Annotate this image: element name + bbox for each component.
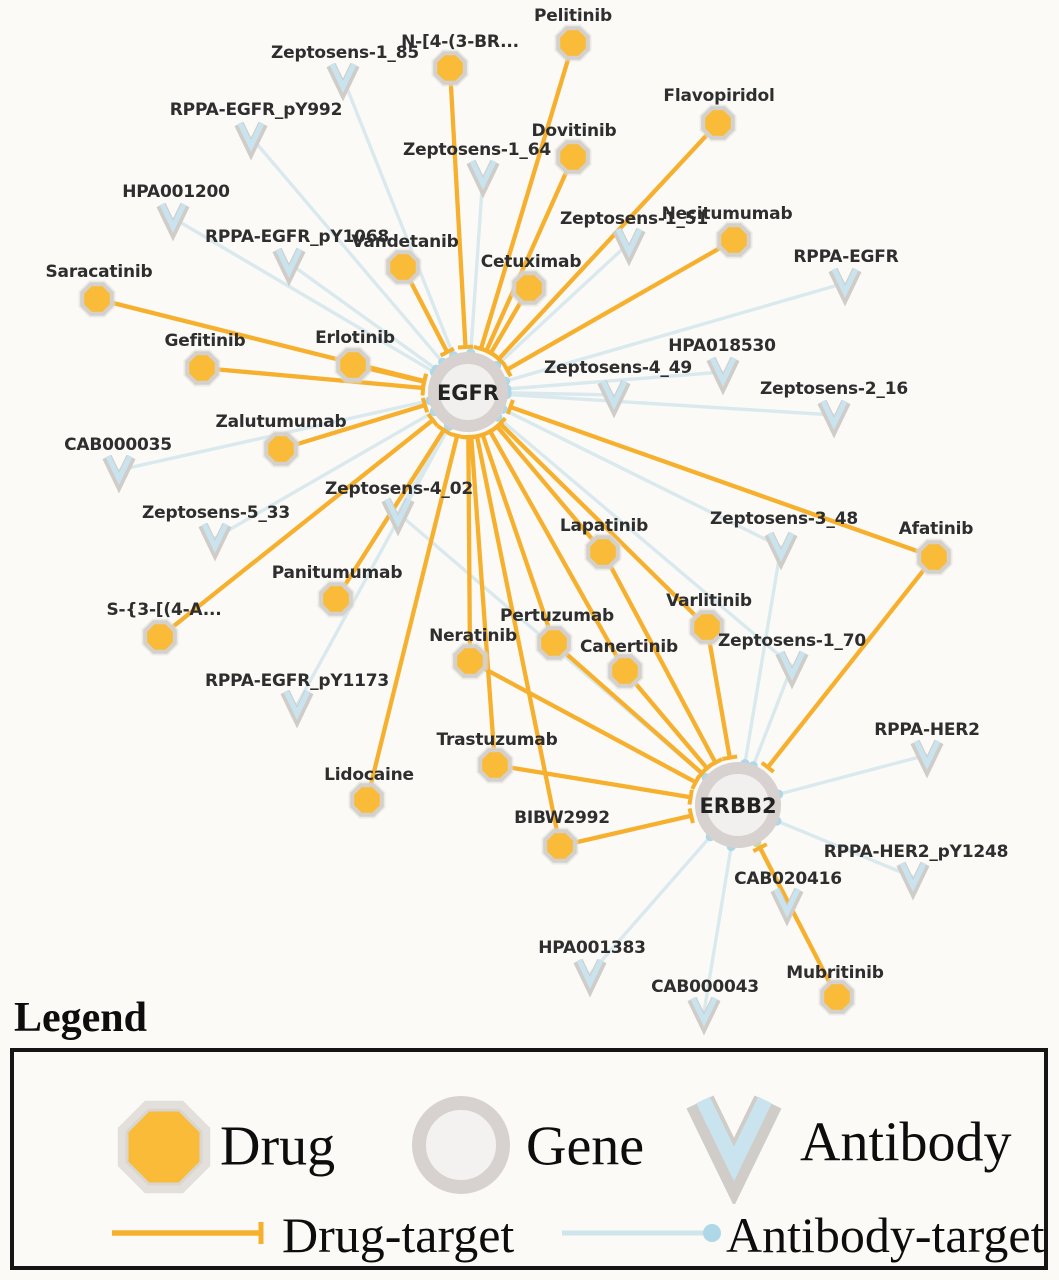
legend-gene-label: Gene — [526, 1115, 645, 1178]
antibody-label-hpa001200: HPA001200 — [122, 182, 230, 202]
drug-node-n-4-3-br[interactable] — [432, 50, 469, 87]
edge-tee — [690, 808, 693, 823]
octagon-icon — [321, 584, 351, 614]
drug-node-flavopiridol[interactable] — [700, 105, 737, 142]
drug-node-saracatinib[interactable] — [79, 281, 116, 318]
octagon-icon — [352, 785, 382, 815]
legend-antibody-target-label: Antibody-target — [726, 1206, 1045, 1263]
drug-label-flavopiridol: Flavopiridol — [663, 86, 775, 106]
edge-tee — [508, 400, 513, 414]
gene-circle-icon — [404, 1088, 519, 1203]
drug-label-mubritinib: Mubritinib — [786, 963, 884, 983]
octagon-icon — [480, 750, 510, 780]
edge-tee — [722, 756, 737, 759]
antibody-label-rppa-egfr: RPPA-EGFR — [793, 247, 899, 267]
drug-node-lapatinib[interactable] — [585, 534, 622, 571]
legend-antibody-label: Antibody — [800, 1111, 1012, 1174]
octagon-icon — [545, 831, 575, 861]
drug-node-gefitinib[interactable] — [184, 350, 221, 387]
legend-box — [10, 1048, 1048, 1270]
octagon-icon — [919, 542, 949, 572]
gene-node-erbb2[interactable] — [699, 768, 776, 842]
antibody-node-hpa001200[interactable] — [161, 204, 185, 230]
drug-node-lidocaine[interactable] — [349, 782, 386, 819]
antibody-node-rppa-egfr[interactable] — [833, 269, 857, 295]
octagon-icon — [514, 273, 544, 303]
antibody-label-hpa001383: HPA001383 — [538, 938, 646, 958]
drug-node-necitumumab[interactable] — [716, 222, 753, 259]
legend-drug-target-label: Drug-target — [282, 1206, 515, 1263]
edge-tee — [458, 347, 473, 348]
antibody-label-rppa-her2: RPPA-HER2 — [874, 720, 980, 740]
antibody-label-zeptosens-1-70: Zeptosens-1_70 — [718, 631, 866, 651]
antibody-target-edge-rppa-her2 — [779, 755, 927, 794]
octagon-icon — [719, 225, 749, 255]
drug-label-erlotinib: Erlotinib — [315, 328, 395, 348]
drug-node-zalutumumab[interactable] — [263, 431, 300, 468]
drug-label-neratinib: Neratinib — [429, 626, 517, 646]
drug-label-cetuximab: Cetuximab — [480, 252, 582, 272]
gene-label-erbb2: ERBB2 — [699, 794, 777, 818]
drug-label-zalutumumab: Zalutumumab — [215, 412, 347, 432]
octagon-icon — [266, 434, 296, 464]
antibody-label-rppa-her2-py1248: RPPA-HER2_pY1248 — [823, 842, 1009, 862]
drug-node-s-3-4-a[interactable] — [142, 619, 179, 656]
antibody-label-zeptosens-1-51: Zeptosens-1_51 — [560, 209, 708, 229]
gene-node-egfr[interactable] — [434, 358, 502, 426]
antibody-label-cab000043: CAB000043 — [651, 977, 759, 997]
antibody-label-hpa018530: HPA018530 — [668, 336, 776, 356]
octagon-icon — [187, 353, 217, 383]
antibody-node-rppa-her2[interactable] — [915, 741, 939, 767]
octagon-icon — [588, 537, 618, 567]
drug-node-trastuzumab[interactable] — [477, 747, 514, 784]
drug-node-vandetanib[interactable] — [385, 249, 422, 286]
antibody-label-rppa-egfr-py1173: RPPA-EGFR_pY1173 — [204, 671, 390, 691]
antibody-label-zeptosens-1-64: Zeptosens-1_64 — [403, 140, 551, 160]
drug-target-edge-n-4-3-br — [450, 68, 466, 347]
labels-layer — [46, 6, 1009, 997]
drug-label-panitumumab: Panitumumab — [271, 563, 403, 583]
edge-tee — [422, 374, 425, 389]
drug-node-canertinib[interactable] — [607, 653, 644, 690]
drug-label-pertuzumab: Pertuzumab — [500, 606, 614, 626]
octagon-icon — [539, 628, 569, 658]
edge-tee — [689, 790, 691, 805]
drug-label-s-3-4-a: S-{3-[(4-A... — [106, 600, 222, 620]
antibody-label-zeptosens-5-33: Zeptosens-5_33 — [142, 503, 290, 523]
drug-label-lidocaine: Lidocaine — [324, 765, 414, 785]
drug-label-lapatinib: Lapatinib — [559, 516, 649, 536]
drug-label-gefitinib: Gefitinib — [164, 331, 246, 351]
drug-label-pelitinib: Pelitinib — [534, 6, 612, 26]
drug-label-varlitinib: Varlitinib — [666, 591, 752, 611]
legend-title: Legend — [14, 995, 148, 1041]
octagon-icon — [145, 622, 175, 652]
antibody-label-zeptosens-2-16: Zeptosens-2_16 — [760, 379, 908, 399]
drug-label-saracatinib: Saracatinib — [45, 262, 153, 282]
drug-label-bibw2992: BIBW2992 — [514, 808, 610, 828]
antibody-label-rppa-egfr-py992: RPPA-EGFR_pY992 — [169, 100, 343, 120]
drug-node-erlotinib[interactable] — [335, 347, 372, 384]
antibody-label-zeptosens-1-85: Zeptosens-1_85 — [271, 43, 419, 63]
antibody-node-zeptosens-1-64[interactable] — [471, 161, 495, 187]
octagon-icon — [558, 142, 588, 172]
drug-node-neratinib[interactable] — [452, 643, 489, 680]
octagon-icon — [82, 284, 112, 314]
antibody-label-cab020416: CAB020416 — [734, 869, 842, 889]
drug-node-pertuzumab[interactable] — [536, 625, 573, 662]
drug-node-bibw2992[interactable] — [542, 828, 579, 865]
octagon-icon — [455, 646, 485, 676]
drug-node-mubritinib[interactable] — [819, 979, 856, 1016]
drug-label-canertinib: Canertinib — [579, 637, 679, 657]
drug-label-necitumumab: Necitumumab — [661, 204, 793, 224]
octagon-icon — [435, 53, 465, 83]
drug-target-edge-trastuzumab — [471, 437, 495, 765]
antibody-target-edge-icon — [559, 1220, 729, 1246]
legend-drug-label: Drug — [220, 1115, 336, 1178]
edge-tee — [450, 434, 465, 438]
antibody-label-cab000035: CAB000035 — [64, 435, 172, 455]
octagon-icon — [388, 252, 418, 282]
antibody-node-hpa018530[interactable] — [711, 358, 735, 384]
drug-label-dovitinib: Dovitinib — [531, 121, 617, 141]
octagon-icon — [558, 28, 588, 58]
antibody-label-zeptosens-4-02: Zeptosens-4_02 — [325, 479, 473, 499]
drug-node-panitumumab[interactable] — [318, 581, 355, 618]
drug-node-cetuximab[interactable] — [511, 270, 548, 307]
drug-target-edge-trastuzumab — [495, 765, 691, 797]
octagon-icon — [822, 982, 852, 1012]
octagon-icon — [610, 656, 640, 686]
antibody-node-zeptosens-1-85[interactable] — [331, 64, 355, 90]
antibody-label-rppa-egfr-py1068: RPPA-EGFR_pY1068 — [204, 227, 390, 247]
drug-label-n-4-3-br: N-[4-(3-BR... — [401, 32, 519, 52]
antibody-label-zeptosens-3-48: Zeptosens-3_48 — [710, 509, 858, 529]
octagon-icon — [338, 350, 368, 380]
octagon-icon — [703, 108, 733, 138]
gene-label-egfr: EGFR — [436, 381, 500, 405]
drug-node-afatinib[interactable] — [916, 539, 953, 576]
drug-label-afatinib: Afatinib — [898, 519, 974, 539]
antibody-label-zeptosens-4-49: Zeptosens-4_49 — [544, 358, 692, 378]
drug-label-vandetanib: Vandetanib — [351, 232, 459, 252]
drug-node-dovitinib[interactable] — [555, 139, 592, 176]
drug-label-trastuzumab: Trastuzumab — [436, 730, 558, 750]
drug-octagon-icon — [99, 1082, 229, 1212]
drug-target-edge-icon — [109, 1220, 274, 1246]
antibody-chevron-icon — [674, 1074, 794, 1204]
drug-node-pelitinib[interactable] — [555, 25, 592, 62]
